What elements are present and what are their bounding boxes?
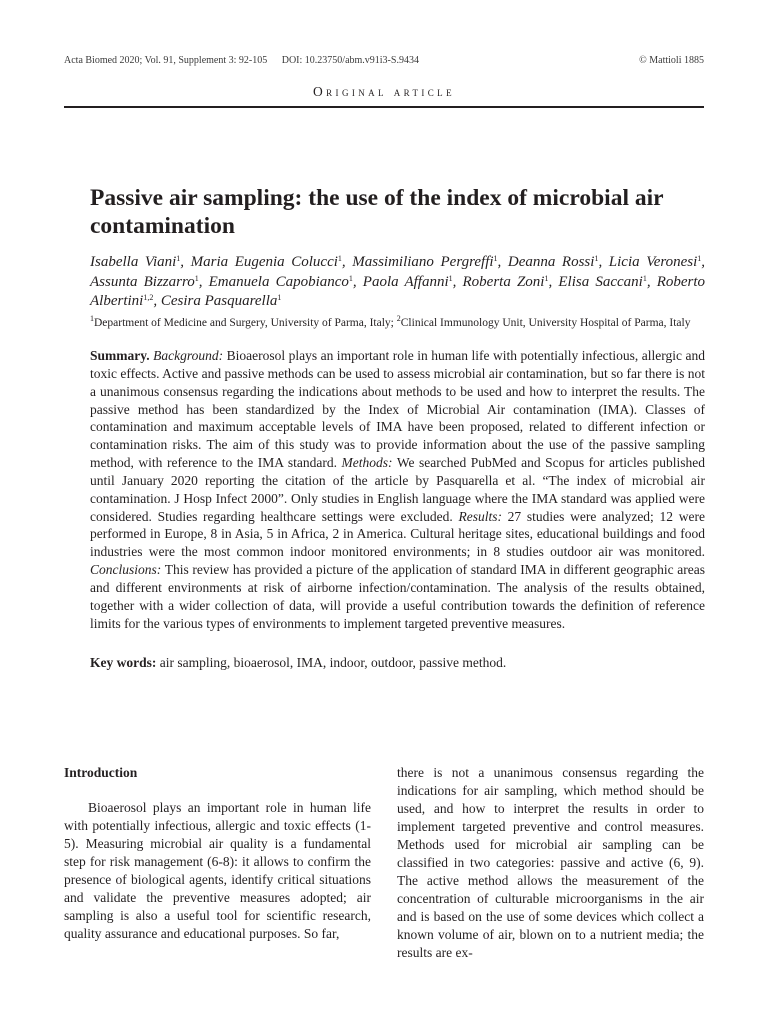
author-name: Massimiliano Pergreffi [352,254,494,270]
results-label: Results: [458,508,502,524]
author-name: Maria Eugenia Colucci [190,254,338,270]
author-affiliation-marker: 1 [594,254,599,263]
doi-link[interactable]: DOI: 10.23750/abm.v91i3-S.9434 [281,55,419,66]
author-name: Roberto Albertini [90,273,706,309]
citation-line [64,55,419,66]
author-affiliation-marker: 1 [277,293,282,302]
article-title: Passive air sampling: the use of the index of microbial air contamination [90,185,664,239]
affiliation-marker: 1 [90,314,94,323]
keywords-text: air sampling, bioaerosol, IMA, indoor, outdoor, passive method. [156,655,507,670]
affiliations [90,316,720,330]
affiliation-marker: 2 [396,314,401,323]
author-name: Paola Affanni [362,273,449,290]
body-column-right [397,764,704,962]
author-name: Licia Veronesi [608,254,698,270]
author-affiliation-marker: 1 [697,254,702,263]
introduction-paragraph-1: Bioaerosol plays an important role in human life with potentially infectious, allergic and toxic effects (1-5). Measuring microbial air quality is a fundamental step for risk management (6-8): it allows to confirm the presence of biological agents, identify critical situations and validate the preventive measures adopted; air sampling is also a useful tool for scientific research, quality assurance and educational purposes. So far, [64,800,371,941]
journal-reference: Acta Biomed 2020; Vol. 91, Supplement 3: 92-105 [64,55,268,66]
body-column-left [64,764,371,943]
running-header [64,55,704,69]
keywords-label: Key words: [90,655,157,670]
author-affiliation-marker: 1 [337,254,342,263]
author-name: Assunta Bizzarro [90,273,195,290]
author-name: Emanuela Capobianco [208,273,349,290]
background-text: Bioaerosol plays an important role in human life with potentially infectious, allergic and toxic effects. Active and passive methods can be used to assess microbial air contamination, but so far there is not a unanimous consensus regarding the indications about methods to be used and how to interpret the results. The passive method has been standardized by the Index of Microbial Air contamination (IMA). Classes of contamination and maximum acceptable levels of IMA have been proposed, related to different infection or contamination risks. The aim of this study was to provide information about the use of the passive sampling method, with reference to the IMA standard. [90,348,706,471]
author-affiliation-marker: 1 [348,273,353,283]
author-affiliation-marker: 1 [176,254,181,263]
author-affiliation-marker: 1 [194,273,199,283]
abstract [90,347,705,633]
copyright-notice: © Mattioli 1885 [639,55,704,66]
affiliation-text: Department of Medicine and Surgery, University of Parma, Italy; [94,317,397,329]
introduction-paragraph-1-continued: there is not a unanimous consensus regarding the indications for air sampling, which method should be used, and how to interpret the results in order to implement targeted preventive and control measures. Methods used for microbial air sampling can be classified in two categories: passive and active (6, 9). The active method allows the measurement of the concentration of culturable microorganisms in the air and is based on the use of some devices which collect a known volume of air, blown on to a nutrient media; the results are ex- [397,765,704,960]
introduction-heading: Introduction [64,765,138,780]
summary-label: Summary. [90,348,150,363]
conclusions-text: This review has provided a picture of the application of standard IMA in different geographic areas and different environments at risk of airborne infection/contamination. The analysis of the results obtained, together with a wider collection of data, will provide a useful contribution towards the definition of reference limits for the various types of environments to implement targeted preventive measures. [90,562,705,631]
author-affiliation-marker: 1 [642,273,647,283]
section-label: Original article [313,84,455,99]
author-affiliation-marker: 1 [493,254,498,263]
keywords [90,654,705,671]
results-text: 27 studies were analyzed; 12 were performed in Europe, 8 in Asia, 5 in Africa, 2 in America. Cultural heritage sites, educational buildings and food industries were the most common indoor monitored environments; in 8 studies outdoor air was monitored. [90,508,705,560]
header-rule [64,106,704,108]
background-label: Background: [153,348,224,363]
author-affiliation-marker: 1 [544,273,549,283]
methods-text: We searched PubMed and Scopus for articles published until January 2020 reporting the citation of the article by Pasquarella et al. “The index of microbial air contamination. J Hosp Infect 2000”. Only studies in English language where the IMA standard was applied were considered. Studies regarding healthcare settings were excluded. [90,455,705,524]
author-name: Isabella Viani [90,254,177,270]
author-name: Cesira Pasquarella [160,293,278,309]
author-name: Roberta Zoni [462,273,545,290]
author-affiliation-marker: 1,2 [143,293,154,302]
author-list: Isabella Viani$^1$, Maria Eugenia Colucci$^1$, Massimiliano Pergreffi$^1$, Deanna Rossi$^1$, Licia Veronesi$^1$, Assunta Bizzarro$^1$, Emanuela Capobianco$^1$, Paola Affanni$^1$, Roberta Zoni$^1$, Elisa Saccani$^1$, Roberto Albertini$^{1,2}$, Cesira Pasquarella$^1$ [90,254,706,309]
author-name: Deanna Rossi [507,254,595,270]
affiliation-text: Clinical Immunology Unit, University Hospital of Parma, Italy [400,317,691,329]
author-affiliation-marker: 1 [448,273,453,283]
author-name: Elisa Saccani [558,273,643,290]
methods-label: Methods: [341,455,393,471]
conclusions-label: Conclusions: [90,562,162,578]
